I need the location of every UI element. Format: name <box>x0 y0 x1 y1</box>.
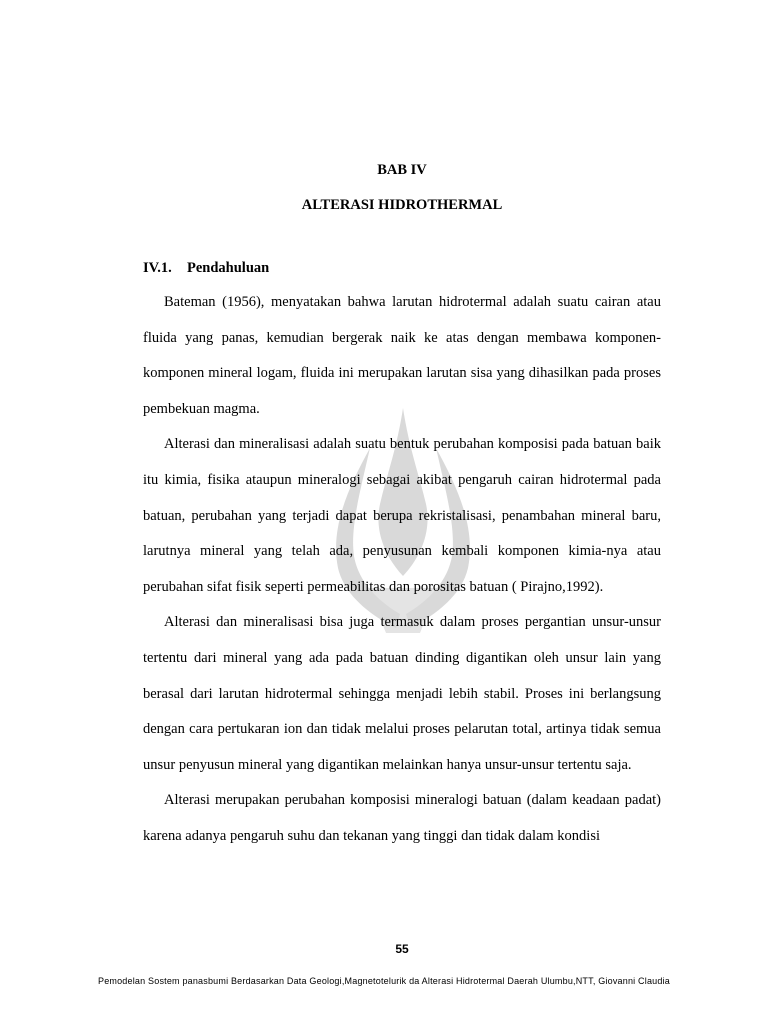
page-number: 55 <box>395 942 409 956</box>
page-footer: Pemodelan Sostem panasbumi Berdasarkan Data Geologi,Magnetotelurik da Alterasi Hidrotermal Daerah Ulumbu,NTT, Giovanni Claudia <box>98 976 670 986</box>
paragraph: Alterasi merupakan perubahan komposisi mineralogi batuan (dalam keadaan padat) karena adanya pengaruh suhu dan tekanan yang tinggi dan tidak dalam kondisi <box>143 792 661 844</box>
paragraph: Alterasi dan mineralisasi bisa juga termasuk dalam proses pergantian unsur-unsur tertentu dari mineral yang ada pada batuan dinding digantikan oleh unsur lain yang berasal dari larutan hidrotermal sehingga menjadi lebih stabil. Proses ini berlangsung dengan cara pertukaran ion dan tidak melalui proses pelarutan total, artinya tidak semua unsur penyusun mineral yang digantikan melainkan hanya unsur-unsur tertentu saja. <box>143 614 661 773</box>
section-title: Pendahuluan <box>187 260 270 276</box>
section-number: IV.1. <box>143 260 172 276</box>
chapter-title: ALTERASI HIDROTHERMAL <box>301 197 503 213</box>
paragraph: Bateman (1956), menyatakan bahwa larutan hidrotermal adalah suatu cairan atau fluida yang panas, kemudian bergerak naik ke atas dengan membawa komponen-komponen mineral logam, fluida ini merupakan larutan sisa yang dihasilkan pada proses pembekuan magma. <box>143 294 661 417</box>
paragraph: Alterasi dan mineralisasi adalah suatu bentuk perubahan komposisi pada batuan baik itu kimia, fisika ataupun mineralogi sebagai akibat pengaruh cairan hidrotermal pada batuan, perubahan yang terjadi dapat berupa rekristalisasi, penambahan mineral baru, larutnya mineral yang telah ada, penyusunan kembali komponen kimia-nya atau perubahan sifat fisik seperti permeabilitas dan porositas batuan ( Pirajno,1992). <box>143 436 661 595</box>
body-text <box>143 285 661 855</box>
section-heading <box>143 260 269 277</box>
chapter-number: BAB IV <box>377 162 427 178</box>
